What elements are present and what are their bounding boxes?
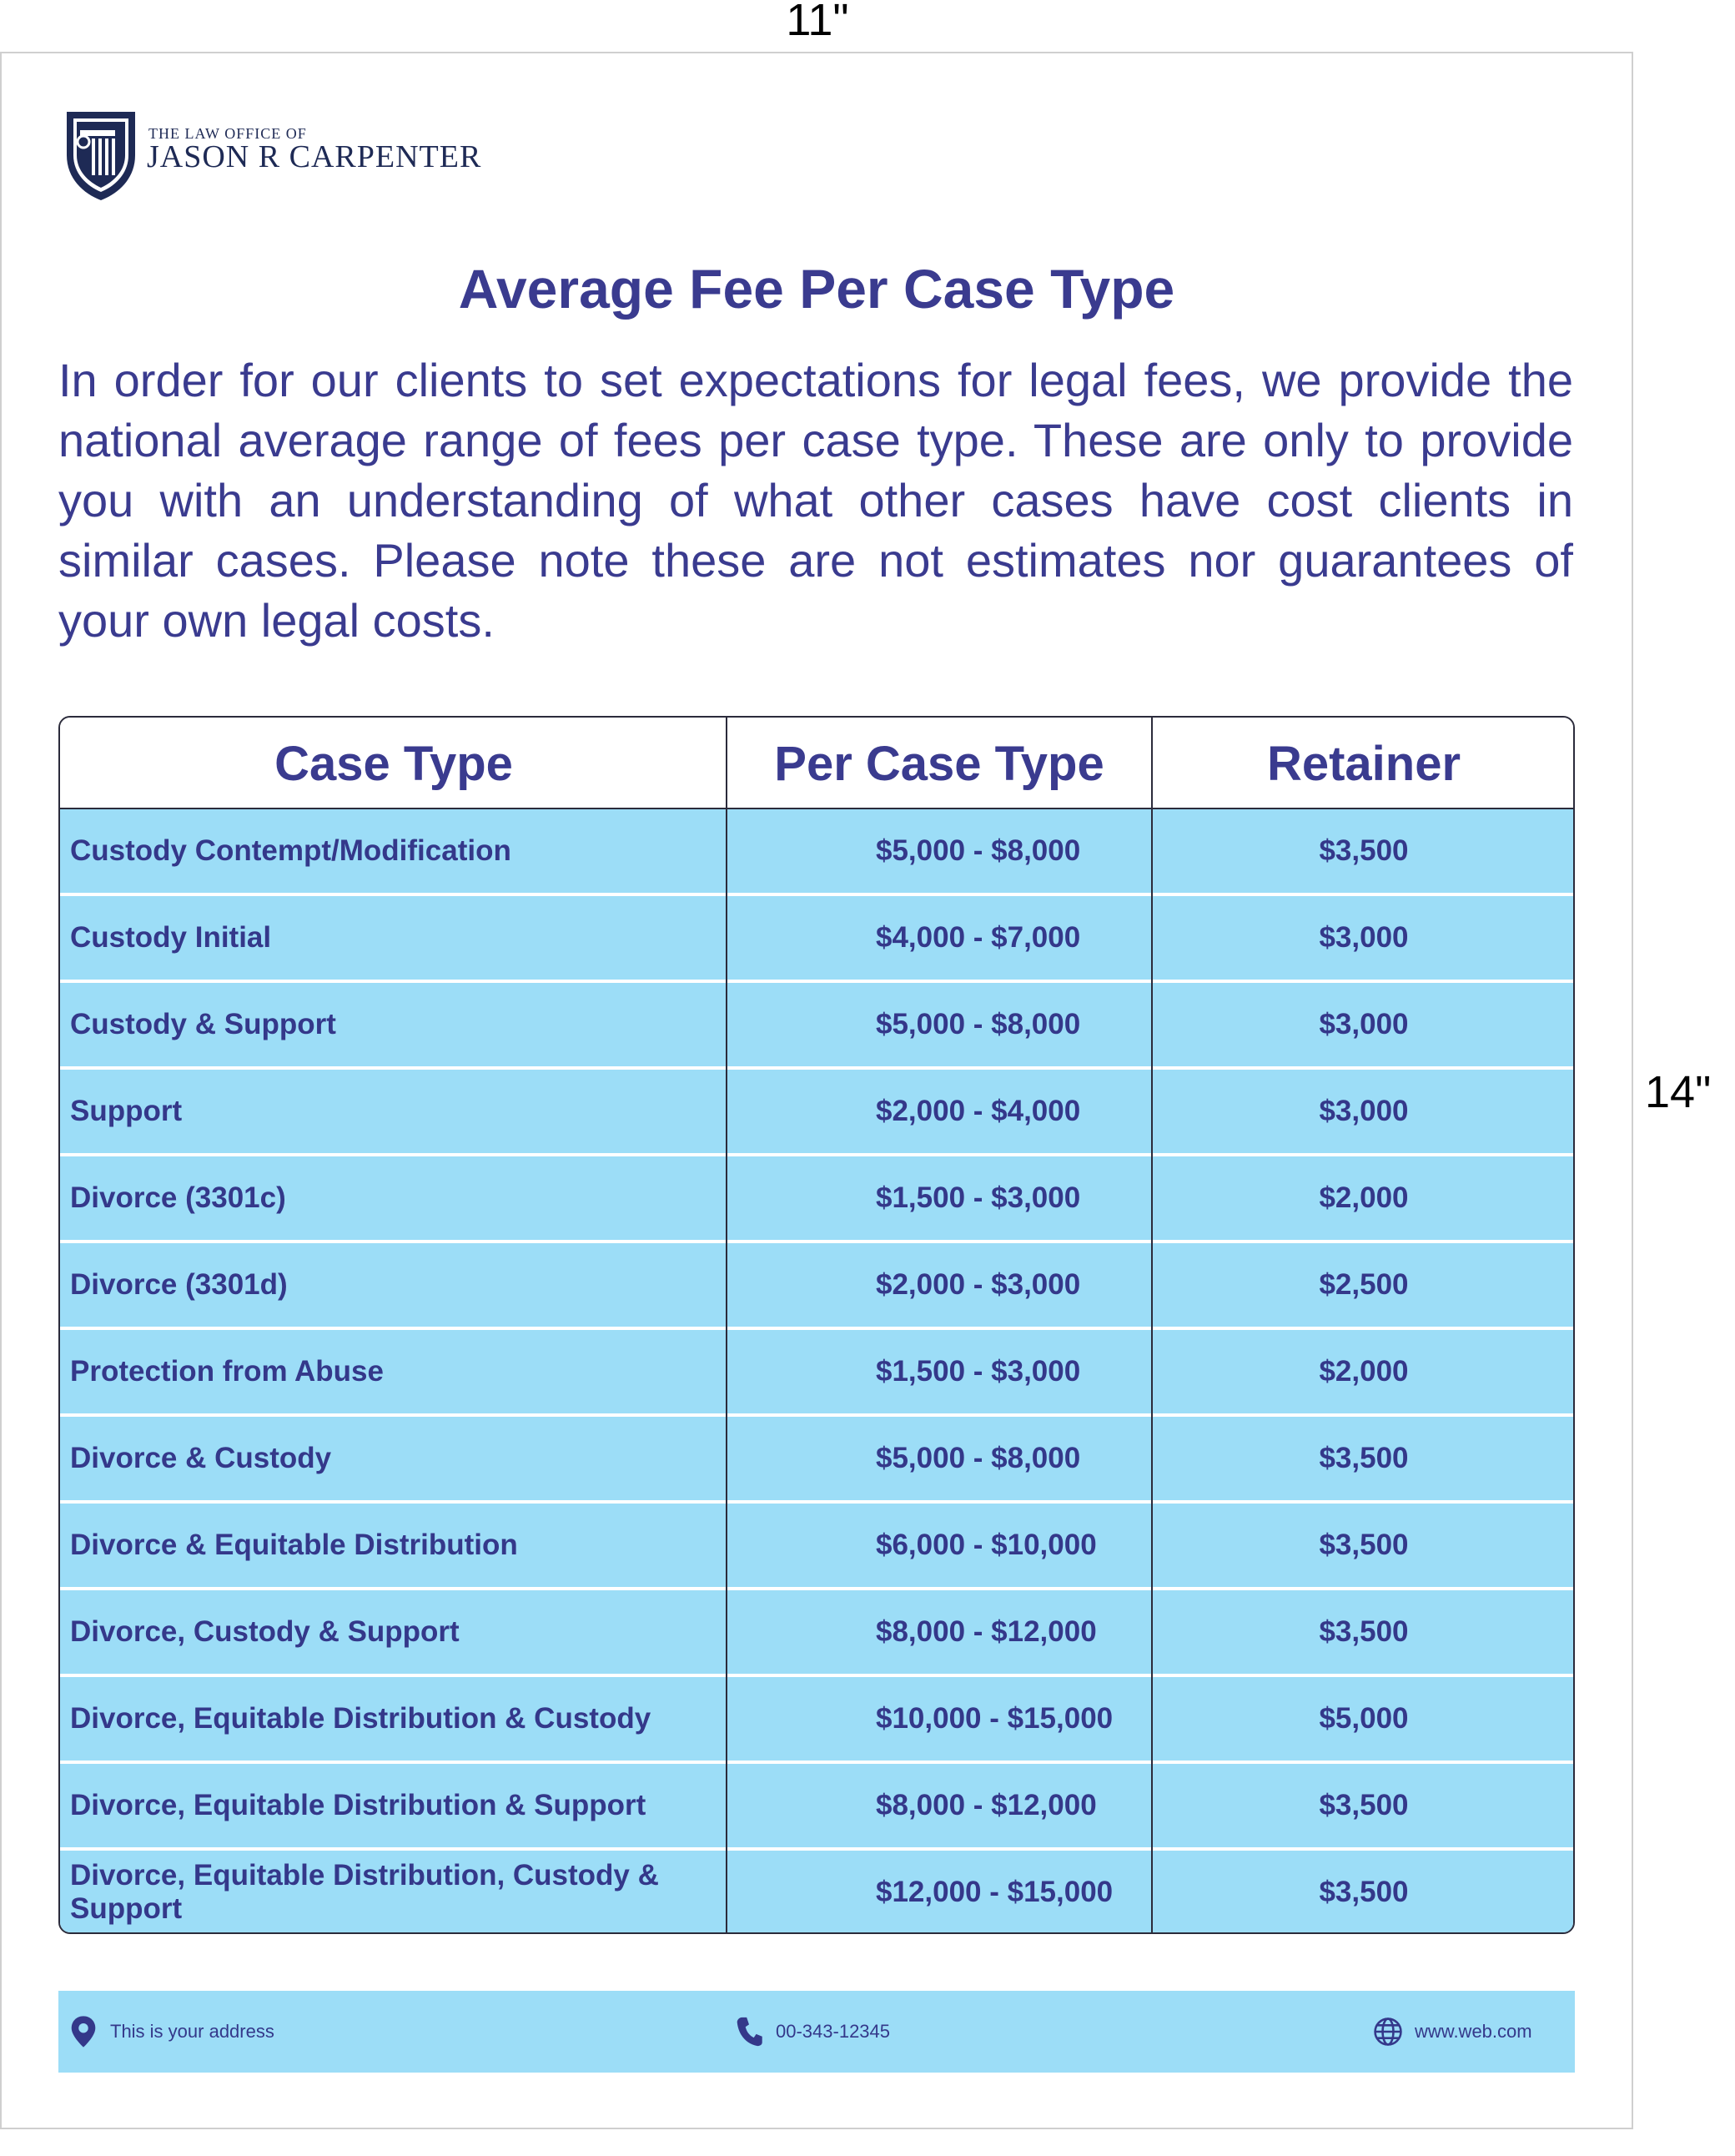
retainer-cell: $3,000 [1319,921,1409,954]
table-row [60,1590,1573,1674]
page-title: Average Fee Per Case Type [458,258,1175,320]
per-case-fee-cell: $2,000 - $4,000 [876,1095,1081,1127]
retainer-cell: $3,000 [1319,1008,1409,1040]
case-type-cell: Divorce & Equitable Distribution [70,1529,518,1561]
case-type-cell: Divorce, Equitable Distribution, Custody & Support [70,1859,659,1925]
brand-name: JASON R CARPENTER [147,139,482,174]
per-case-fee-cell: $1,500 - $3,000 [876,1181,1081,1214]
case-type-cell: Divorce (3301d) [70,1268,288,1301]
header-per-case-type: Per Case Type [774,736,1104,791]
per-case-fee-cell: $10,000 - $15,000 [876,1702,1114,1735]
retainer-cell: $3,500 [1319,834,1409,867]
table-row [60,1851,1573,1934]
retainer-cell: $3,500 [1319,1615,1409,1648]
footer-address [68,1991,274,2073]
header-retainer: Retainer [1266,736,1461,791]
case-type-cell: Divorce, Custody & Support [70,1615,460,1648]
retainer-cell: $3,500 [1319,1442,1409,1474]
phone-text: 00-343-12345 [776,2021,891,2042]
column-divider [726,718,727,1932]
footer-bar [58,1991,1575,2073]
table-row [60,1764,1573,1847]
per-case-fee-cell: $8,000 - $12,000 [876,1615,1097,1648]
case-type-cell: Protection from Abuse [70,1355,384,1388]
phone-icon [734,2015,764,2048]
table-header [60,718,1573,809]
case-type-cell: Divorce & Custody [70,1442,332,1474]
per-case-fee-cell: $8,000 - $12,000 [876,1789,1097,1821]
table-row [60,1070,1573,1153]
retainer-cell: $2,000 [1319,1181,1409,1214]
table-row [60,1243,1573,1327]
width-dimension-label: 11" [786,0,849,45]
table-row [60,809,1573,893]
table-row [60,1156,1573,1240]
globe-icon [1373,2015,1403,2048]
location-pin-icon [68,2015,98,2048]
per-case-fee-cell: $4,000 - $7,000 [876,921,1081,954]
retainer-cell: $2,500 [1319,1268,1409,1301]
intro-paragraph: In order for our clients to set expectations for legal fees, we provide the national average range of fees per case type. These are only to provide you with an understanding of what other cases have cost clients in similar cases. Please note these are not estimates nor guarantees of your own legal costs. [58,354,1573,647]
fee-table [58,716,1575,1934]
footer-web [1373,1991,1532,2073]
per-case-fee-cell: $6,000 - $10,000 [876,1529,1097,1561]
shield-column-icon [63,108,138,204]
case-type-cell: Support [70,1095,183,1127]
retainer-cell: $5,000 [1319,1702,1409,1735]
height-dimension-label: 14" [1645,1067,1712,1117]
retainer-cell: $3,500 [1319,1789,1409,1821]
case-type-cell: Divorce, Equitable Distribution & Support [70,1789,646,1821]
per-case-fee-cell: $5,000 - $8,000 [876,834,1081,867]
table-row [60,1330,1573,1413]
per-case-fee-cell: $12,000 - $15,000 [876,1876,1114,1908]
brand-logo [63,108,480,205]
case-type-cell: Custody Contempt/Modification [70,834,511,867]
address-text: This is your address [110,2021,274,2042]
column-divider [1151,718,1153,1932]
web-text: www.web.com [1415,2021,1532,2042]
retainer-cell: $3,000 [1319,1095,1409,1127]
table-row [60,1417,1573,1500]
per-case-fee-cell: $5,000 - $8,000 [876,1008,1081,1040]
case-type-cell: Custody & Support [70,1008,336,1040]
header-divider [60,808,1573,809]
retainer-cell: $3,500 [1319,1529,1409,1561]
per-case-fee-cell: $1,500 - $3,000 [876,1355,1081,1388]
case-type-cell: Divorce, Equitable Distribution & Custody [70,1702,651,1735]
table-row [60,983,1573,1066]
brand-prefix: THE LAW OFFICE OF [148,125,307,142]
retainer-cell: $2,000 [1319,1355,1409,1388]
header-case-type: Case Type [274,736,513,791]
footer-phone [734,1991,890,2073]
table-row [60,896,1573,980]
table-row [60,1504,1573,1587]
per-case-fee-cell: $5,000 - $8,000 [876,1442,1081,1474]
table-row [60,1677,1573,1761]
case-type-cell: Divorce (3301c) [70,1181,286,1214]
per-case-fee-cell: $2,000 - $3,000 [876,1268,1081,1301]
case-type-cell: Custody Initial [70,921,272,954]
retainer-cell: $3,500 [1319,1876,1409,1908]
